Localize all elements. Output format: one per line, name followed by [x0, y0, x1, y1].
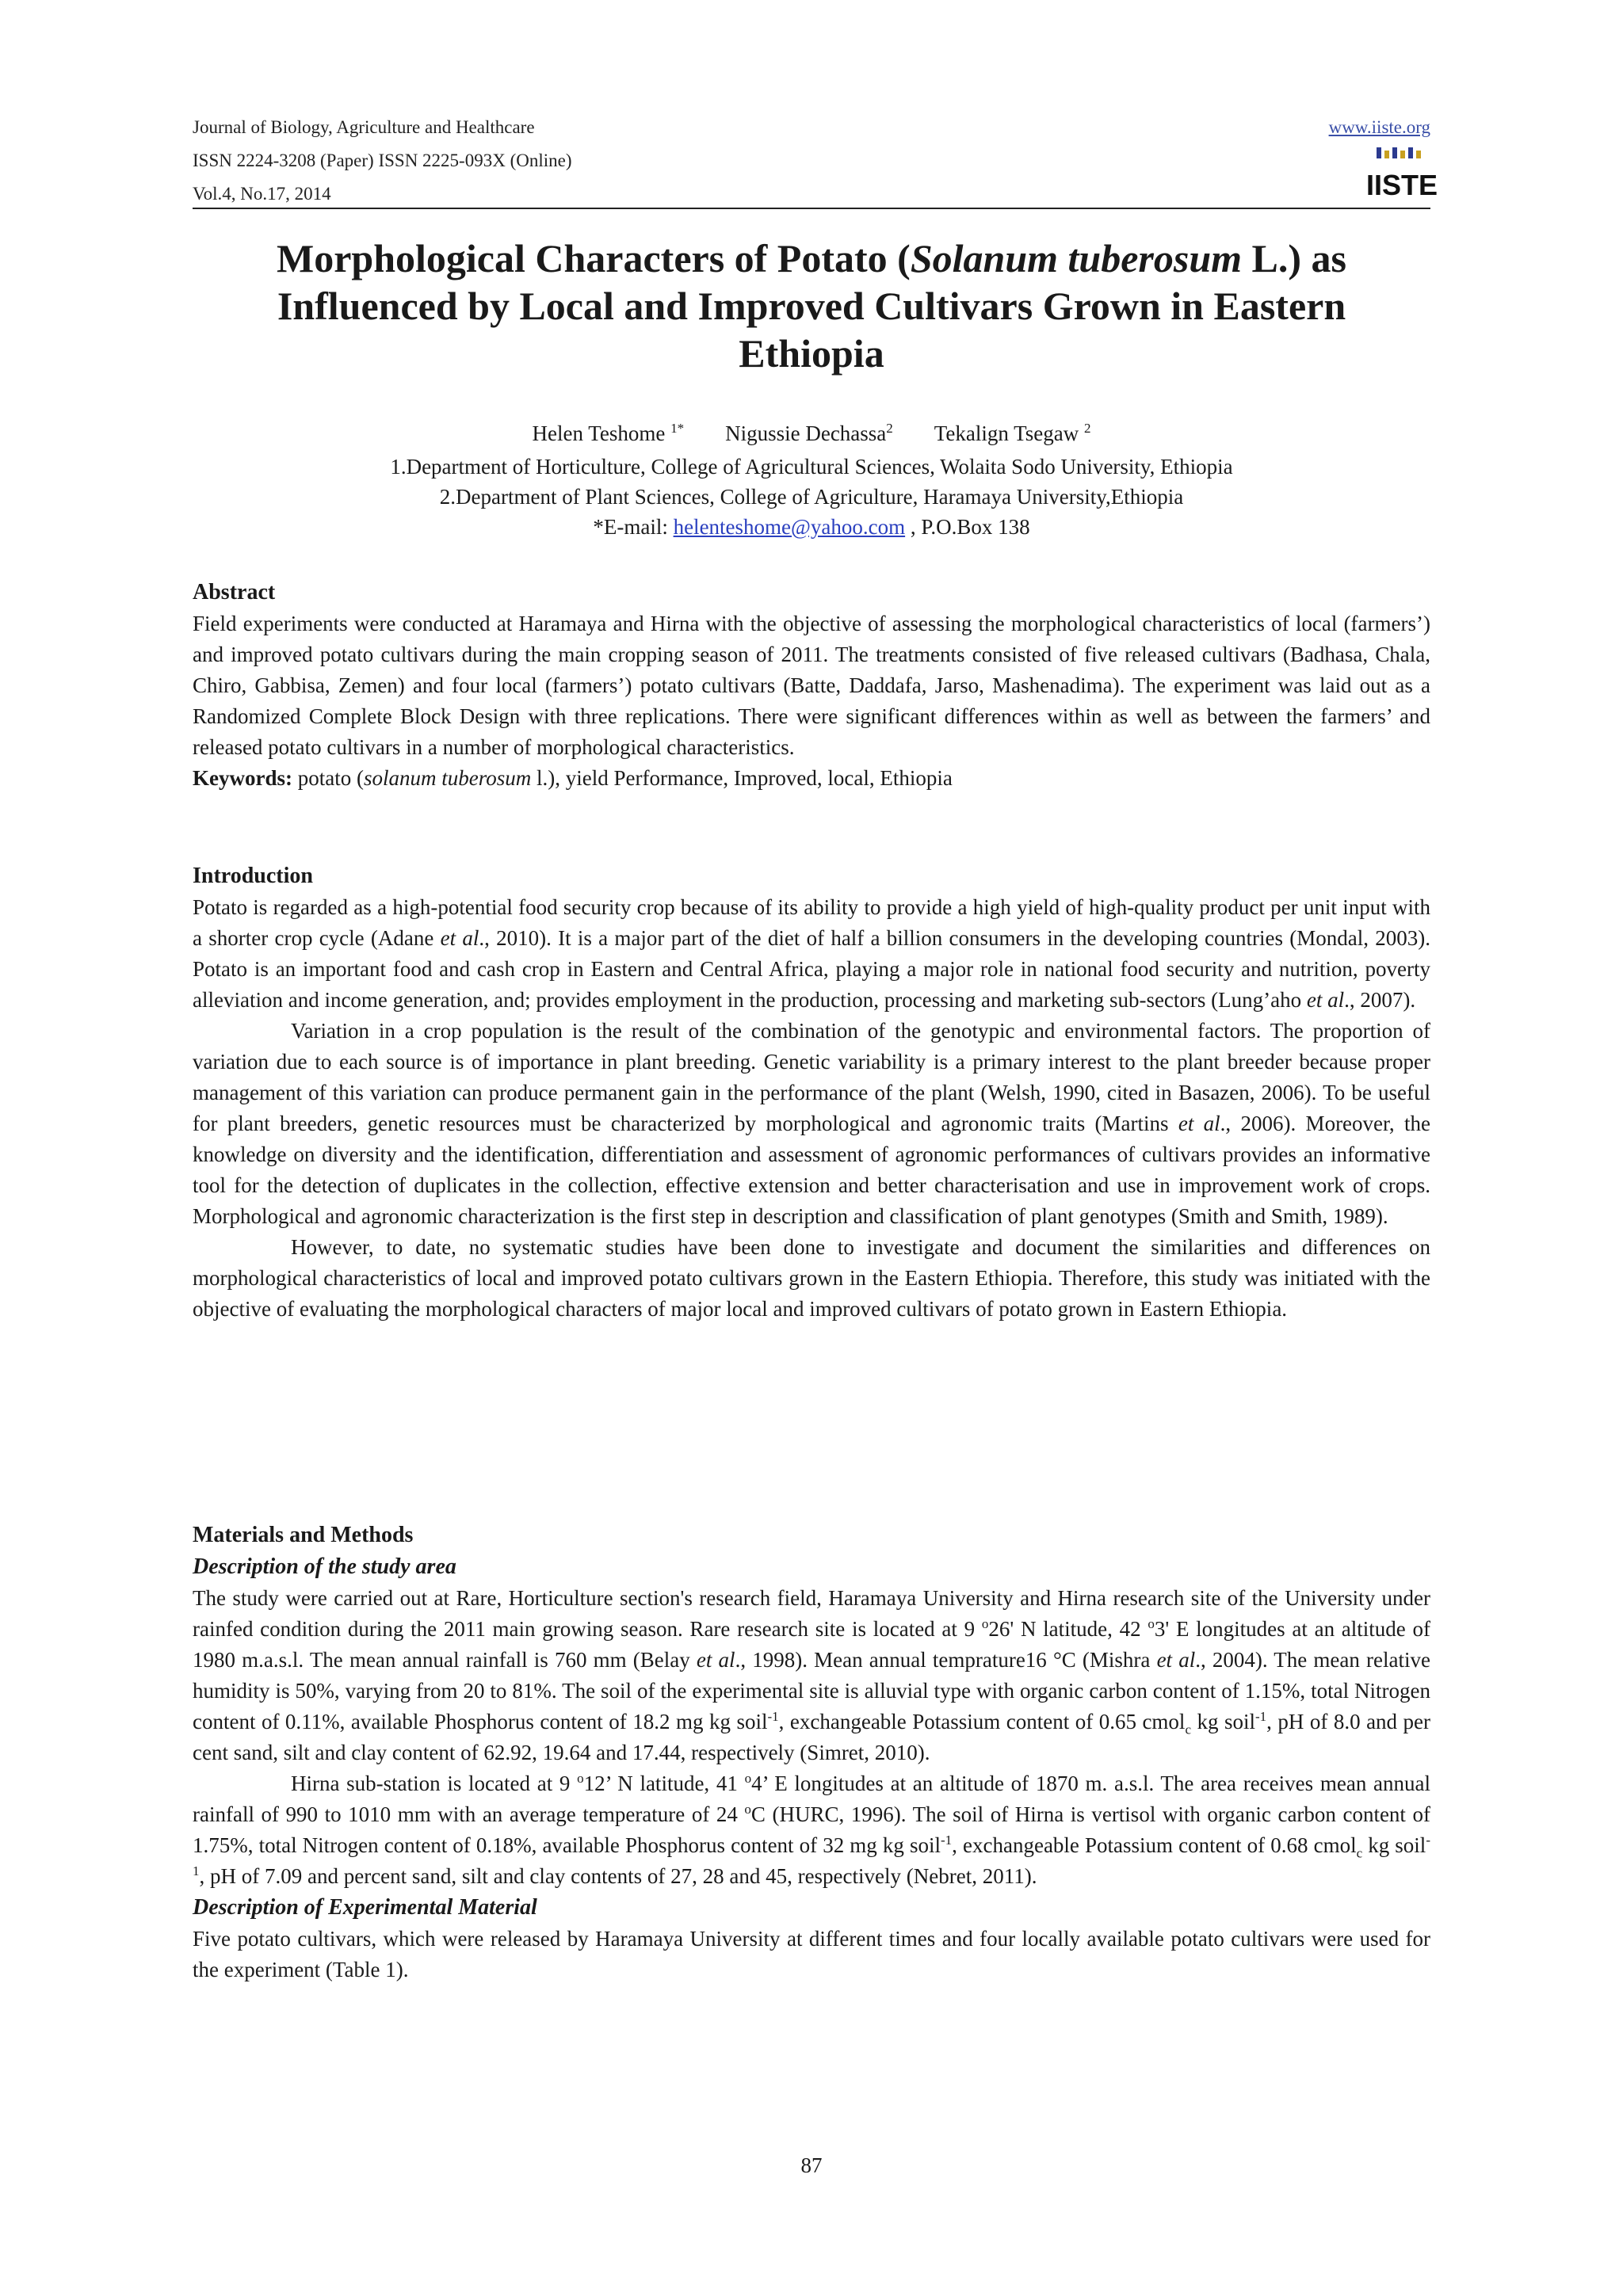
intro-paragraph-1: Potato is regarded as a high-potential food security crop because of its ability to provide a high yield of high-quality product per unit input with a shorter crop cycle (Adane et al., 2010). It is a major part of the diet of half a billion consumers in the developing countries (Mondal, 2003). Potato is an important food and cash crop in Eastern and Central Africa, playing a major role in national food security and nutrition, poverty alleviation and income generation, and; provides employment in the production, processing and marketing sub-sectors (Lung’aho et al., 2007). — [193, 895, 1430, 1012]
page-number: 87 — [800, 2153, 823, 2177]
author-sup: 1* — [670, 421, 685, 436]
keywords-post: l.), yield Performance, Improved, local, Ethiopia — [531, 766, 953, 790]
intro-paragraph-2: Variation in a crop population is the result of the combination of the genotypic and environmental factors. The proportion of variation due to each source is of importance in plant breeding. Genetic variability is a primary interest to the plant breeder because proper management of this variation can produce permanent gain in the performance of the plant (Welsh, 1990, cited in Basazen, 2006). To be useful for plant breeders, genetic resources must be characterized by morphological and agronomic traits (Martins et al., 2006). Moreover, the knowledge on diversity and the identification, differentiation and assessment of agronomic performances of cultivars provides an informative tool for the detection of duplicates in the collection, effective extension and better characterisation and use in improvement work of crops. Morphological and agronomic characterization is the first step in description and classification of plant genotypes (Smith and Smith, 1989). — [193, 1019, 1430, 1228]
affiliation-1: 1.Department of Horticulture, College of Agricultural Sciences, Wolaita Sodo University, Ethiopia — [390, 455, 1233, 479]
title-line2: Influenced by Local and Improved Cultivars Grown in Eastern — [277, 284, 1346, 328]
issn: ISSN 2224-3208 (Paper) ISSN 2225-093X (Online) — [193, 151, 572, 170]
author-name: Nigussie Dechassa — [725, 421, 887, 445]
keywords-label: Keywords: — [193, 766, 292, 790]
study-area-subheading: Description of the study area — [193, 1554, 456, 1579]
logo-text: IISTE — [1365, 169, 1438, 201]
experimental-material-subheading: Description of Experimental Material — [193, 1895, 537, 1920]
abstract-section — [193, 577, 1430, 794]
keywords-line — [193, 763, 1430, 794]
affiliation-2: 2.Department of Plant Sciences, College of Agriculture, Haramaya University,Ethiopia — [439, 485, 1184, 509]
author-name: Tekalign Tsegaw — [934, 421, 1079, 445]
iiste-logo-icon — [1365, 146, 1438, 203]
methods-paragraph-3: Five potato cultivars, which were released by Haramaya University at different times and four locally available potato cultivars were used for the experiment (Table 1). — [193, 1927, 1430, 1981]
journal-header — [193, 111, 1438, 211]
pobox: , P.O.Box 138 — [905, 515, 1030, 539]
journal-name: Journal of Biology, Agriculture and Healthcare — [193, 117, 535, 137]
email-label: *E-mail: — [593, 515, 674, 539]
volume: Vol.4, No.17, 2014 — [193, 184, 331, 204]
abstract-heading: Abstract — [193, 580, 276, 605]
journal-url-link[interactable]: www.iiste.org — [1328, 117, 1430, 137]
methods-paragraph-1: The study were carried out at Rare, Horticulture section's research field, Haramaya University and Hirna research site of the University under rainfed condition during the 2011 main growing season. Rare research site is located at 9 $^o$26' N latitude, 42 $^o$3' E longitudes at an altitude of 1980 m.a.s.l. The mean annual rainfall is 760 mm (Belay et al., 1998). Mean annual temprature16 °C (Mishra et al., 2004). The mean relative humidity is 50%, varying from 20 to 81%. The soil of the experimental site is alluvial type with organic carbon content of 1.15%, total Nitrogen content of 0.11%, available Phosphorus content of 18.2 mg kg soil$^{-1}$, exchangeable Potassium content of 0.65 cmol$_c$ kg soil$^{-1}$, pH of 8.0 and per cent sand, silt and clay content of 62.92, 19.64 and 17.44, respectively (Simret, 2010). — [193, 1586, 1431, 1764]
keywords-pre: potato ( — [292, 766, 364, 790]
methods-paragraph-2: Hirna sub-station is located at 9 $^o$12’ N latitude, 41 $^o$4’ E longitudes at an altitude of 1870 m. a.s.l. The area receives mean annual rainfall of 990 to 1010 mm with an average temperature of 24 $^o$C (HURC, 1996). The soil of Hirna is vertisol with organic carbon content of 1.75%, total Nitrogen content of 0.18%, available Phosphorus content of 32 mg kg soil$^{-1}$, exchangeable Potassium content of 0.68 cmol$_c$ kg soil$^{-1}$, pH of 7.09 and percent sand, silt and clay contents of 27, 28 and 45, respectively (Nebret, 2011). — [193, 1771, 1430, 1888]
introduction-section — [193, 860, 1430, 1325]
methods-section — [193, 1520, 1430, 1985]
abstract-text: Field experiments were conducted at Haramaya and Hirna with the objective of assessing the morphological characteristics of local (farmers’) and improved potato cultivars during the main cropping season of 2011. The treatments consisted of five released cultivars (Badhasa, Chala, Chiro, Gabbisa, Zemen) and four local (farmers’) potato cultivars (Batte, Daddafa, Jarso, Mashenadima). The experiment was laid out as a Randomized Complete Block Design with three replications. There were significant differences within as well as between the farmers’ and released potato cultivars in a number of morphological characteristics. — [193, 612, 1430, 759]
title-line1-post: L.) as — [1242, 236, 1346, 280]
title-species: Solanum tuberosum — [910, 236, 1243, 280]
author-name: Helen Teshome — [532, 421, 666, 445]
header-rule — [193, 208, 1430, 209]
title-line1-pre: Morphological Characters of Potato ( — [277, 236, 911, 280]
author-list — [193, 418, 1430, 448]
title-line3: Ethiopia — [739, 331, 884, 376]
introduction-heading: Introduction — [193, 864, 313, 888]
author-sup: 2 — [886, 421, 893, 436]
intro-paragraph-3: However, to date, no systematic studies have been done to investigate and document the similarities and differences on morphological characteristics of local and improved potato cultivars grown in the Eastern Ethiopia. Therefore, this study was initiated with the objective of evaluating the morphological characters of major local and improved cultivars of potato grown in Eastern Ethiopia. — [193, 1235, 1430, 1321]
keywords-italic: solanum tuberosum — [363, 766, 532, 790]
paper-title — [193, 235, 1430, 377]
email-link[interactable]: helenteshome@yahoo.com — [673, 515, 906, 539]
contact-line — [193, 512, 1430, 542]
methods-heading: Materials and Methods — [193, 1523, 414, 1547]
author-sup: 2 — [1083, 421, 1091, 436]
